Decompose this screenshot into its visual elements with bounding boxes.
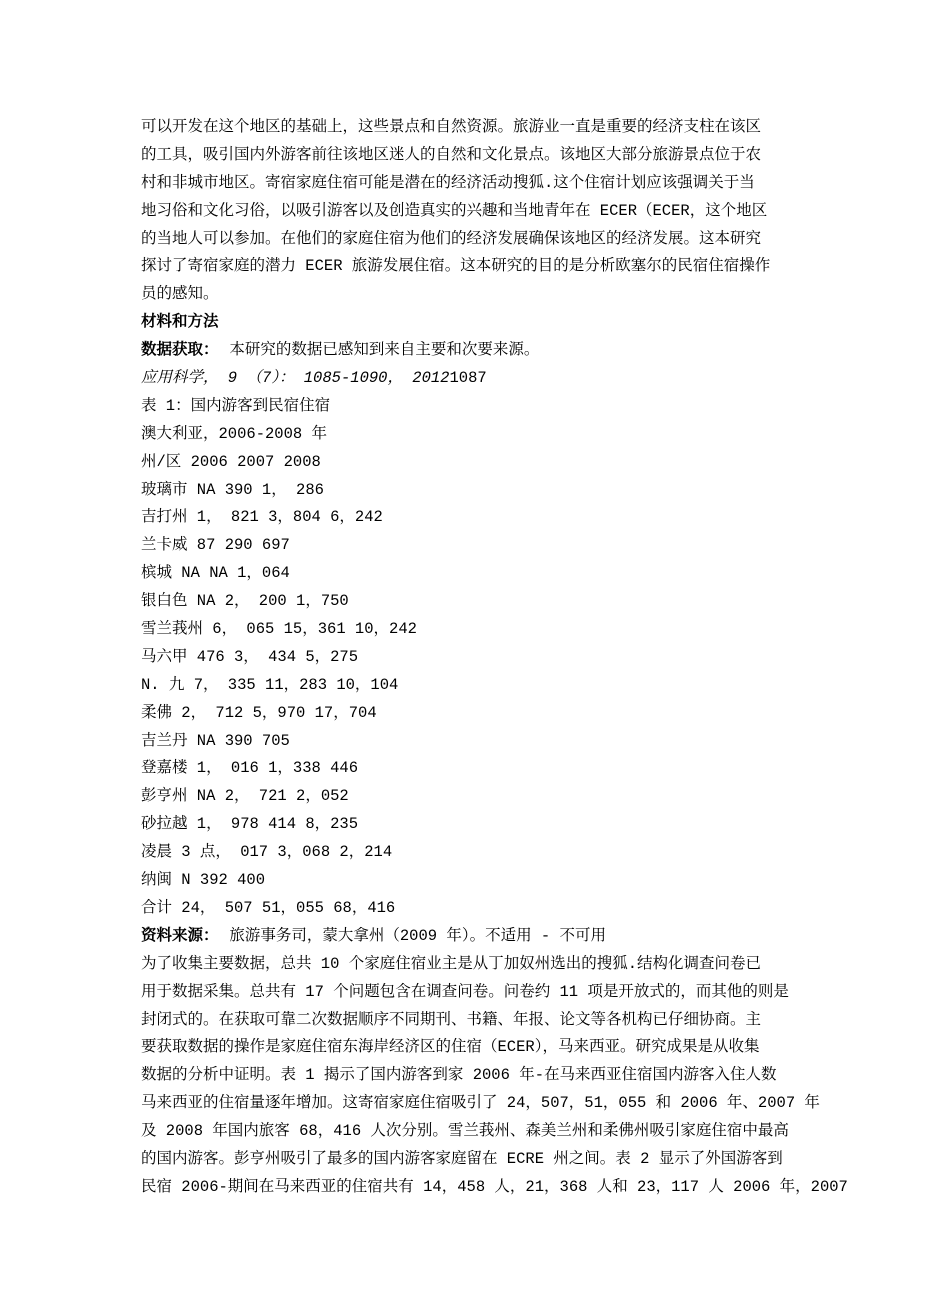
journal-reference bbox=[141, 365, 801, 393]
section-heading-materials-methods: 材料和方法 bbox=[141, 313, 219, 332]
methods-line: 民宿 2006-期间在马来西亚的住宿共有 14，458 人，21，368 人和 23，117 人 2006 年，2007 bbox=[141, 1177, 848, 1196]
table-row: 银白色 NA 2， 200 1，750 bbox=[141, 592, 349, 611]
source-note bbox=[141, 923, 801, 951]
table-title: 表 1：国内游客到民宿住宿 bbox=[141, 396, 331, 415]
methods-line: 用于数据采集。总共有 17 个问题包含在调查问卷。问卷约 11 项是开放式的，而其他的则是 bbox=[141, 982, 789, 1001]
data-acquisition-line bbox=[141, 337, 801, 365]
table-total-row: 合计 24， 507 51，055 68，416 bbox=[141, 898, 396, 917]
data-acquisition-text: 本研究的数据已感知到来自主要和次要来源。 bbox=[229, 341, 540, 360]
table-row: 兰卡威 87 290 697 bbox=[141, 536, 290, 555]
table-subtitle: 澳大利亚，2006-2008 年 bbox=[141, 424, 328, 443]
intro-line: 可以开发在这个地区的基础上，这些景点和自然资源。旅游业一直是重要的经济支柱在该区 bbox=[141, 118, 762, 136]
methods-paragraph bbox=[141, 951, 848, 1202]
table-row: 玻璃市 NA 390 1， 286 bbox=[141, 480, 324, 499]
table-row: 砂拉越 1， 978 414 8，235 bbox=[141, 815, 359, 834]
table-row: 凌晨 3 点， 017 3，068 2，214 bbox=[141, 843, 393, 862]
methods-line: 为了收集主要数据，总共 10 个家庭住宿业主是从丁加奴州选出的搜狐.结构化调查问卷已 bbox=[141, 954, 762, 973]
source-text: 旅游事务司，蒙大拿州（2009 年）。不适用 - 不可用 bbox=[229, 926, 607, 945]
intro-line: 探讨了寄宿家庭的潜力 ECER 旅游发展住宿。这本研究的目的是分析欧塞尔的民宿住宿操作 bbox=[141, 257, 771, 276]
intro-line: 员的感知。 bbox=[141, 285, 219, 304]
table-row: 雪兰莪州 6， 065 15，361 10，242 bbox=[141, 620, 417, 639]
methods-line: 的国内游客。彭亨州吸引了最多的国内游客家庭留在 ECRE 州之间。表 2 显示了外国游客到 bbox=[141, 1149, 783, 1168]
table-row: 马六甲 476 3， 434 5，275 bbox=[141, 647, 359, 666]
table-row: 柔佛 2， 712 5，970 17，704 bbox=[141, 703, 377, 722]
table-header-row: 州/区 2006 2007 2008 bbox=[141, 452, 321, 471]
intro-line: 的工具，吸引国内外游客前往该地区迷人的自然和文化景点。该地区大部分旅游景点位于农 bbox=[141, 145, 762, 164]
methods-line: 封闭式的。在获取可靠二次数据顺序不同期刊、书籍、年报、论文等各机构已仔细协商。主 bbox=[141, 1010, 762, 1029]
table-row: 吉兰丹 NA 390 705 bbox=[141, 731, 290, 750]
table-1 bbox=[141, 393, 801, 923]
intro-line: 的当地人可以参加。在他们的家庭住宿为他们的经济发展确保该地区的经济发展。这本研究 bbox=[141, 229, 762, 248]
table-row: 登嘉楼 1， 016 1，338 446 bbox=[141, 759, 359, 778]
data-acquisition-label: 数据获取： bbox=[141, 341, 219, 360]
methods-line: 数据的分析中证明。表 1 揭示了国内游客到家 2006 年-在马来西亚住宿国内游客入住人数 bbox=[141, 1066, 777, 1085]
table-row: 吉打州 1， 821 3，804 6，242 bbox=[141, 508, 383, 527]
table-row: 纳闽 N 392 400 bbox=[141, 871, 266, 890]
methods-line: 要获取数据的操作是家庭住宿东海岸经济区的住宿（ECER），马来西亚。研究成果是从收集 bbox=[141, 1038, 760, 1057]
intro-paragraph bbox=[141, 114, 801, 309]
methods-line: 马来西亚的住宿量逐年增加。这寄宿家庭住宿吸引了 24，507，51，055 和 2006 年、2007 年 bbox=[141, 1094, 820, 1113]
document-body bbox=[141, 114, 848, 1202]
table-row: 彭亨州 NA 2， 721 2，052 bbox=[141, 787, 349, 806]
journal-citation: 应用科学， 9 （7）： 1085-1090， 2012 bbox=[141, 369, 450, 388]
methods-line: 及 2008 年国内旅客 68，416 人次分别。雪兰莪州、森美兰州和柔佛州吸引家庭住宿中最高 bbox=[141, 1122, 789, 1141]
page-number: 1087 bbox=[449, 369, 487, 388]
intro-line: 村和非城市地区。寄宿家庭住宿可能是潜在的经济活动搜狐.这个住宿计划应该强调关于当 bbox=[141, 173, 755, 192]
table-row: 槟城 NA NA 1，064 bbox=[141, 564, 290, 583]
source-label: 资料来源： bbox=[141, 926, 219, 945]
intro-line: 地习俗和文化习俗，以吸引游客以及创造真实的兴趣和当地青年在 ECER（ECER，这个地区 bbox=[141, 201, 768, 220]
table-row: N. 九 7， 335 11，283 10，104 bbox=[141, 675, 399, 694]
